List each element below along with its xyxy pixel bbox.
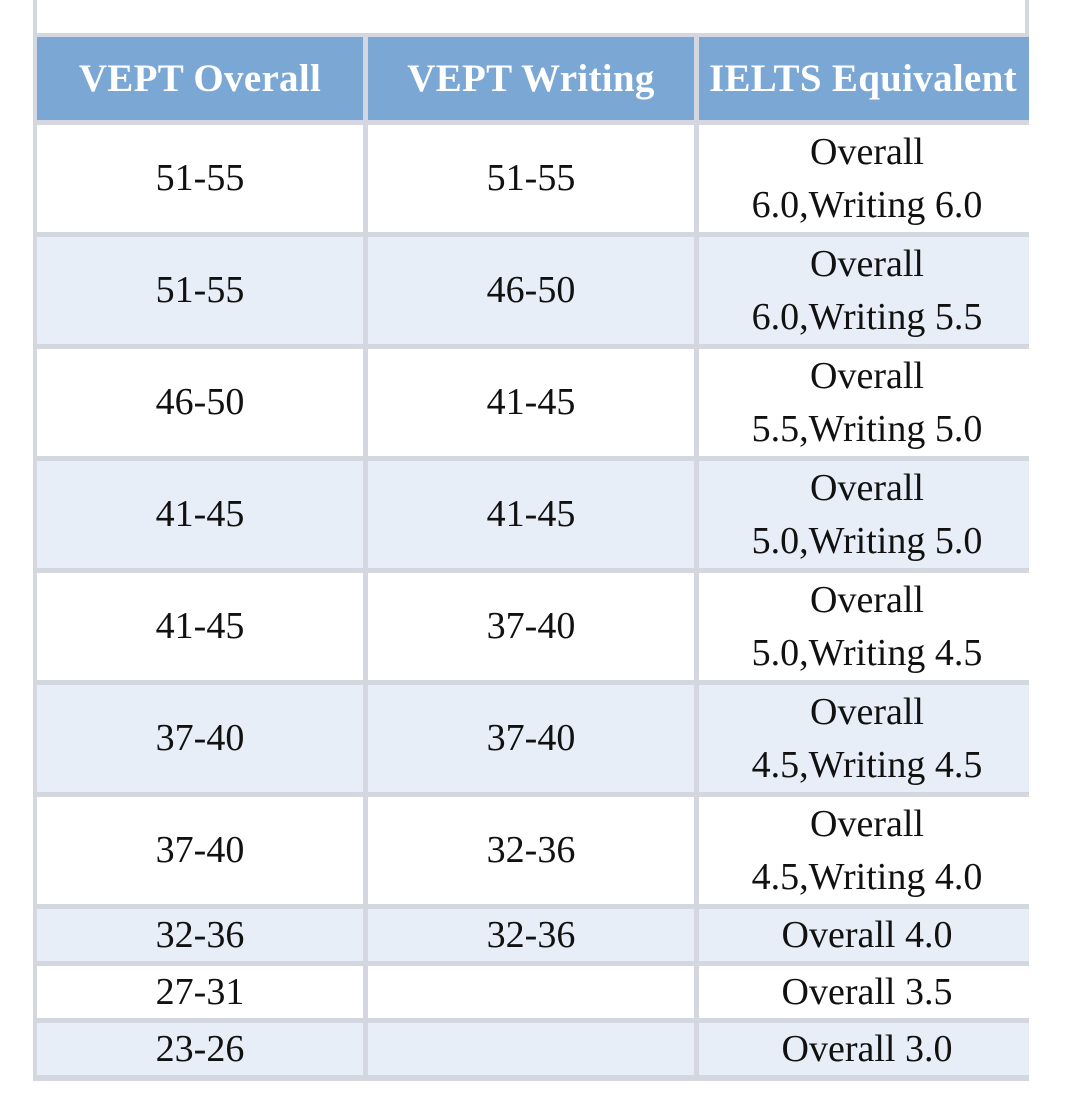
cell-vept-writing: 37-40	[368, 685, 694, 792]
cell-vept-overall: 46-50	[37, 349, 363, 456]
ielts-line-2: 5.5,Writing 5.0	[751, 407, 983, 450]
cell-vept-overall: 37-40	[37, 685, 363, 792]
cell-ielts-equivalent	[699, 461, 1029, 568]
cell-ielts-equivalent: Overall 4.0	[699, 909, 1029, 961]
ielts-line-1: Overall	[810, 578, 924, 621]
cell-ielts-equivalent	[699, 797, 1029, 904]
cell-ielts-equivalent: Overall 3.5	[699, 966, 1029, 1018]
cell-ielts-equivalent	[699, 237, 1029, 344]
ielts-line-2: 4.5,Writing 4.0	[751, 855, 983, 898]
ielts-line-2: 6.0,Writing 5.5	[751, 295, 983, 338]
header-vept-writing: VEPT Writing	[368, 37, 694, 120]
cell-vept-writing: 46-50	[368, 237, 694, 344]
ielts-line-1: Overall	[810, 802, 924, 845]
cell-vept-overall: 51-55	[37, 237, 363, 344]
ielts-line-2: 6.0,Writing 6.0	[751, 183, 983, 226]
header-ielts-equivalent: IELTS Equivalent	[699, 37, 1029, 120]
cell-vept-overall: 41-45	[37, 461, 363, 568]
cell-vept-overall: 23-26	[37, 1023, 363, 1075]
ielts-line-1: Overall	[810, 130, 924, 173]
ielts-line-2: 5.0,Writing 5.0	[751, 519, 983, 562]
cell-ielts-equivalent	[699, 125, 1029, 232]
cell-vept-overall: 32-36	[37, 909, 363, 961]
cell-vept-writing: 32-36	[368, 797, 694, 904]
cell-vept-overall: 51-55	[37, 125, 363, 232]
cell-vept-writing	[368, 1023, 694, 1075]
ielts-line-1: Overall	[810, 466, 924, 509]
header-vept-overall: VEPT Overall	[37, 37, 363, 120]
cell-ielts-equivalent	[699, 349, 1029, 456]
ielts-line-1: Overall	[810, 354, 924, 397]
ielts-line-2: 4.5,Writing 4.5	[751, 743, 983, 786]
cell-vept-overall: 37-40	[37, 797, 363, 904]
cell-vept-writing: 37-40	[368, 573, 694, 680]
table-grid	[37, 37, 1029, 1075]
ielts-line-1: Overall	[810, 690, 924, 733]
conversion-table	[33, 0, 1029, 1081]
ielts-line-1: Overall	[810, 242, 924, 285]
cell-vept-overall: 41-45	[37, 573, 363, 680]
cell-vept-writing: 51-55	[368, 125, 694, 232]
cell-ielts-equivalent	[699, 685, 1029, 792]
ielts-line-2: 5.0,Writing 4.5	[751, 631, 983, 674]
cell-vept-overall: 27-31	[37, 966, 363, 1018]
cell-vept-writing	[368, 966, 694, 1018]
cell-vept-writing: 32-36	[368, 909, 694, 961]
cell-vept-writing: 41-45	[368, 349, 694, 456]
table-top-strip	[37, 0, 1025, 33]
cell-ielts-equivalent: Overall 3.0	[699, 1023, 1029, 1075]
cell-ielts-equivalent	[699, 573, 1029, 680]
cell-vept-writing: 41-45	[368, 461, 694, 568]
